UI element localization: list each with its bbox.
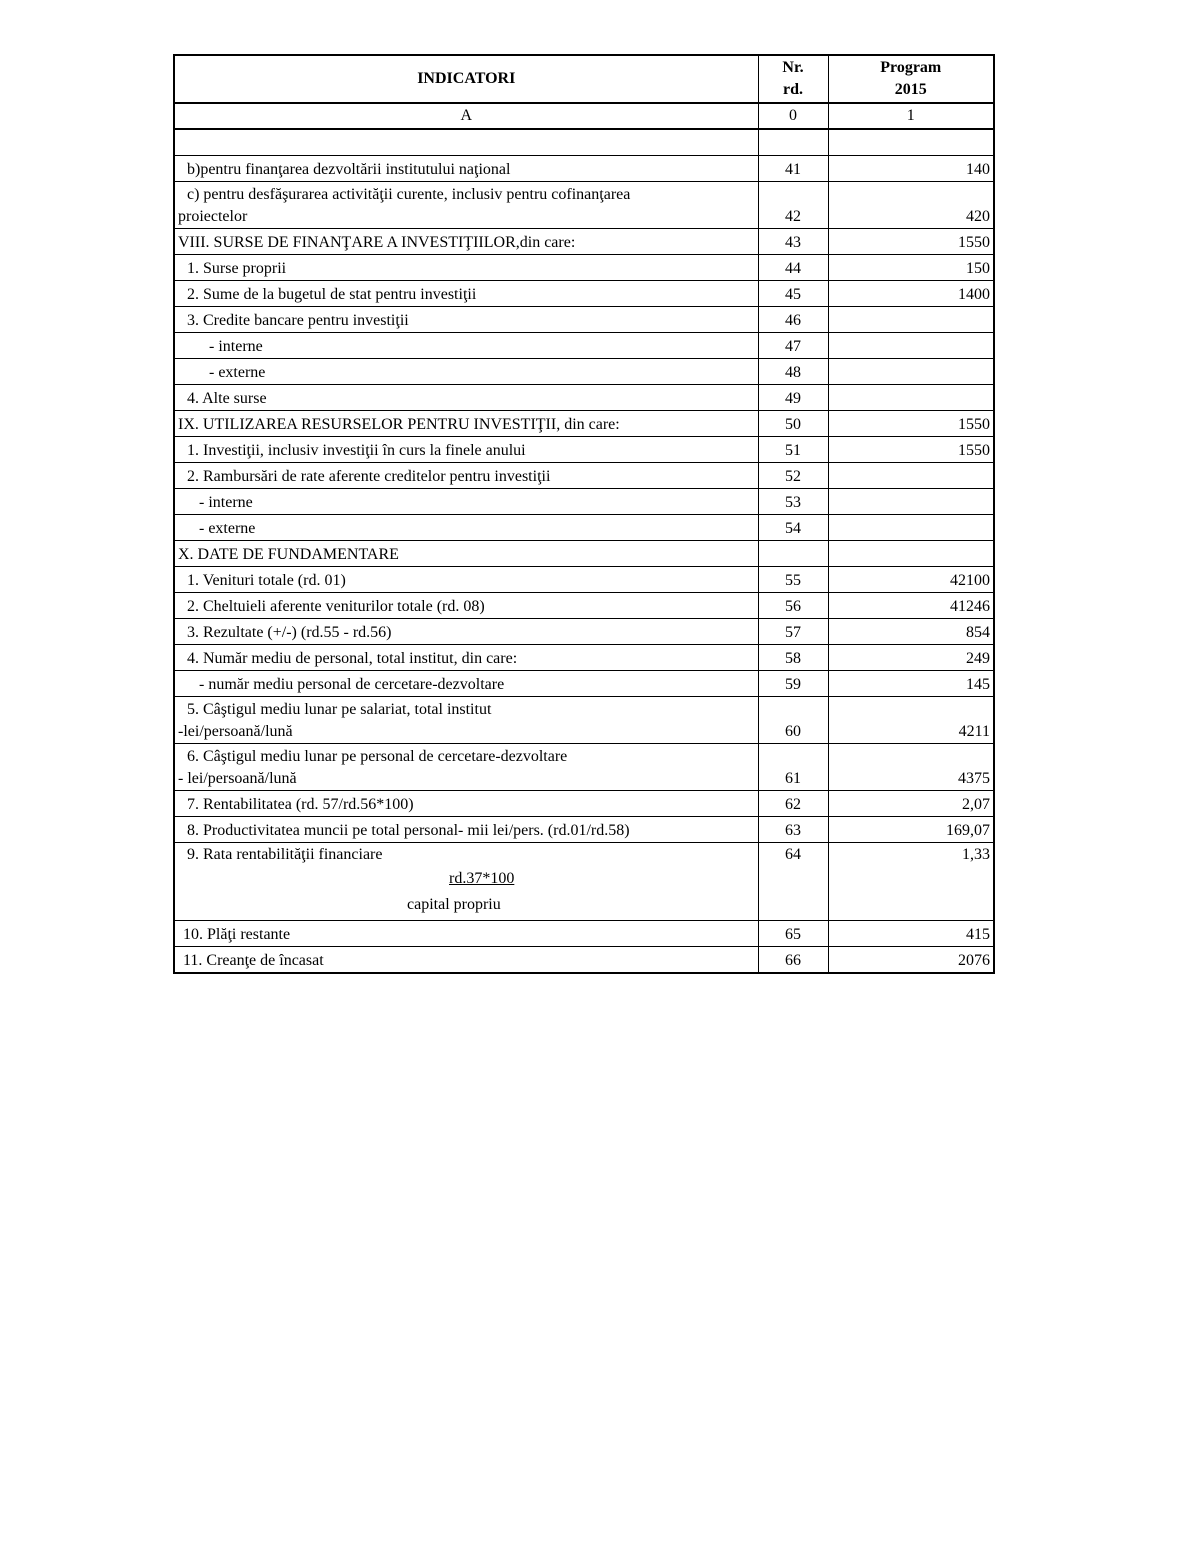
row-value: 4211 [828, 697, 994, 744]
table-row [174, 281, 994, 307]
row-nr: 62 [758, 791, 828, 817]
row-nr: 54 [758, 515, 828, 541]
row-value [828, 489, 994, 515]
table-row [174, 671, 994, 697]
row-nr: 44 [758, 255, 828, 281]
row-label: 4. Alte surse [174, 385, 758, 411]
row-nr: 60 [758, 697, 828, 744]
row-label: 3. Rezultate (+/-) (rd.55 - rd.56) [174, 619, 758, 645]
subheader-1: 1 [828, 103, 994, 129]
row-value: 2076 [828, 947, 994, 974]
row-label-line1: c) pentru desfăşurarea activităţii curente, inclusiv pentru cofinanţarea [187, 186, 631, 203]
row-value [828, 385, 994, 411]
table-row [174, 515, 994, 541]
row-nr: 49 [758, 385, 828, 411]
table-row [174, 307, 994, 333]
row-value [828, 463, 994, 489]
table-row [174, 229, 994, 255]
row-label-line2: - lei/persoană/lună [178, 770, 297, 787]
row-label: 2. Rambursări de rate aferente creditelor pentru investiţii [174, 463, 758, 489]
table-row [174, 744, 994, 791]
row-nr: 61 [758, 744, 828, 791]
table-row [174, 567, 994, 593]
table-row [174, 385, 994, 411]
table-row [174, 817, 994, 843]
row-label: 1. Investiţii, inclusiv investiţii în curs la finele anului [174, 437, 758, 463]
row-label-main: 9. Rata rentabilităţii financiare [187, 846, 383, 863]
row-label [174, 843, 758, 921]
row-value [828, 515, 994, 541]
row-value: 2,07 [828, 791, 994, 817]
row-value: 1400 [828, 281, 994, 307]
table-row [174, 593, 994, 619]
subheader-a: A [174, 103, 758, 129]
table-row [174, 437, 994, 463]
row-value [828, 359, 994, 385]
row-label: 1. Surse proprii [174, 255, 758, 281]
row-nr: 51 [758, 437, 828, 463]
row-label: - externe [174, 359, 758, 385]
header-program-line2: 2015 [894, 81, 927, 98]
row-value: 854 [828, 619, 994, 645]
row-label: 3. Credite bancare pentru investiţii [174, 307, 758, 333]
row-label: 11. Creanţe de încasat [174, 947, 758, 974]
row-nr: 55 [758, 567, 828, 593]
row-value: 1550 [828, 229, 994, 255]
row-label [174, 744, 758, 791]
row-label: VIII. SURSE DE FINANŢARE A INVESTIŢIILOR,din care: [174, 229, 758, 255]
formula-numerator-text: rd.37*100 [449, 870, 515, 887]
row-nr: 46 [758, 307, 828, 333]
table-row [174, 333, 994, 359]
row-value [828, 333, 994, 359]
row-label [174, 697, 758, 744]
row-label: 8. Productivitatea muncii pe total personal- mii lei/pers. (rd.01/rd.58) [174, 817, 758, 843]
row-nr: 41 [758, 156, 828, 182]
table-row [174, 411, 994, 437]
row-value [828, 541, 994, 567]
row-value: 140 [828, 156, 994, 182]
table-row [174, 697, 994, 744]
row-nr: 57 [758, 619, 828, 645]
table-row [174, 921, 994, 947]
row-label: - număr mediu personal de cercetare-dezvoltare [174, 671, 758, 697]
row-nr: 48 [758, 359, 828, 385]
row-value: 420 [828, 182, 994, 229]
table-row [174, 489, 994, 515]
row-value: 169,07 [828, 817, 994, 843]
row-nr: 56 [758, 593, 828, 619]
table-row [174, 359, 994, 385]
row-nr: 50 [758, 411, 828, 437]
row-nr: 63 [758, 817, 828, 843]
row-value [828, 307, 994, 333]
row-nr: 64 [758, 843, 828, 921]
row-nr: 58 [758, 645, 828, 671]
table-row [174, 843, 994, 921]
table-row [174, 156, 994, 182]
row-label: 2. Sume de la bugetul de stat pentru investiţii [174, 281, 758, 307]
header-nr-line2: rd. [783, 81, 803, 98]
subheader-row [174, 103, 994, 129]
row-nr [758, 129, 828, 156]
row-nr: 65 [758, 921, 828, 947]
row-label-line2: -lei/persoană/lună [178, 723, 293, 740]
row-label [174, 182, 758, 229]
row-value: 150 [828, 255, 994, 281]
row-nr: 43 [758, 229, 828, 255]
row-label: 10. Plăţi restante [174, 921, 758, 947]
formula-numerator [187, 866, 755, 892]
header-nr-line1: Nr. [782, 59, 804, 76]
row-label: b)pentru finanţarea dezvoltării institutului naţional [174, 156, 758, 182]
table-row [174, 791, 994, 817]
row-value: 145 [828, 671, 994, 697]
subheader-0: 0 [758, 103, 828, 129]
table-row [174, 645, 994, 671]
row-value: 1550 [828, 437, 994, 463]
row-label: 4. Număr mediu de personal, total institut, din care: [174, 645, 758, 671]
row-nr: 42 [758, 182, 828, 229]
table-row [174, 255, 994, 281]
row-nr: 66 [758, 947, 828, 974]
header-program [828, 55, 994, 103]
table-row [174, 947, 994, 974]
formula [187, 866, 755, 918]
header-row [174, 55, 994, 103]
row-value [828, 129, 994, 156]
row-label: 7. Rentabilitatea (rd. 57/rd.56*100) [174, 791, 758, 817]
row-label-line2: proiectelor [178, 208, 248, 225]
row-value: 415 [828, 921, 994, 947]
row-value: 4375 [828, 744, 994, 791]
row-nr: 47 [758, 333, 828, 359]
formula-denominator: capital propriu [407, 896, 501, 913]
row-label: IX. UTILIZAREA RESURSELOR PENTRU INVESTIŢII, din care: [174, 411, 758, 437]
row-value: 42100 [828, 567, 994, 593]
row-label-line1: 5. Câştigul mediu lunar pe salariat, total institut [187, 701, 492, 718]
row-label-line1: 6. Câştigul mediu lunar pe personal de cercetare-dezvoltare [187, 748, 568, 765]
row-label [174, 129, 758, 156]
row-value: 1550 [828, 411, 994, 437]
row-label: - interne [174, 333, 758, 359]
row-label: 2. Cheltuieli aferente veniturilor totale (rd. 08) [174, 593, 758, 619]
table-row [174, 619, 994, 645]
table-row [174, 541, 994, 567]
row-label: - interne [174, 489, 758, 515]
row-value: 1,33 [828, 843, 994, 921]
row-nr: 52 [758, 463, 828, 489]
row-nr: 53 [758, 489, 828, 515]
table-row [174, 463, 994, 489]
header-program-line1: Program [880, 59, 942, 76]
row-nr: 45 [758, 281, 828, 307]
indicators-table [173, 54, 995, 974]
row-value: 249 [828, 645, 994, 671]
header-nr-rd [758, 55, 828, 103]
table-row [174, 129, 994, 156]
row-nr [758, 541, 828, 567]
row-value: 41246 [828, 593, 994, 619]
row-label: X. DATE DE FUNDAMENTARE [174, 541, 758, 567]
row-label: 1. Venituri totale (rd. 01) [174, 567, 758, 593]
header-indicatori: INDICATORI [174, 55, 758, 103]
row-label: - externe [174, 515, 758, 541]
table-row [174, 182, 994, 229]
row-nr: 59 [758, 671, 828, 697]
